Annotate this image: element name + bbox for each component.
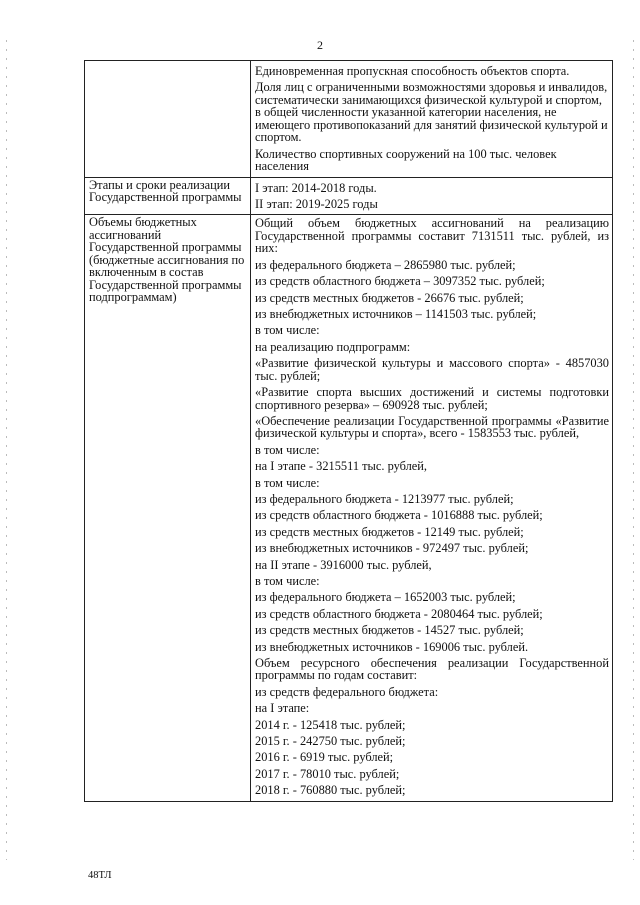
row3-item: на I этапе - 3215511 тыс. рублей, [255, 459, 428, 474]
row3-item: на реализацию подпрограмм: [255, 339, 411, 354]
row2-label-cell [85, 177, 251, 215]
row3-item: из федерального бюджета – 1652003 тыс. рублей; [255, 590, 516, 605]
row1-item: Единовременная пропускная способность объектов спорта. [255, 64, 570, 78]
row1-item: Доля лиц с ограниченными возможностями здоровья и инвалидов, систематически занимающихся физической культурой и спортом, в общей численности указанной категории населения, не имеющего противопоказаний для занятий физической культурой и спортом. [255, 80, 608, 145]
row3-item: «Развитие физической культуры и массового спорта» - 4857030 тыс. рублей; [255, 356, 609, 383]
row3-item: на I этапе: [255, 701, 310, 716]
row3-item: из средств местных бюджетов - 12149 тыс. рублей; [255, 524, 524, 539]
row3-item: 2014 г. - 125418 тыс. рублей; [255, 717, 406, 732]
row1-label-cell [85, 61, 251, 178]
program-passport-table [84, 60, 613, 802]
row1-item: Количество спортивных сооружений на 100 тыс. человек населения [255, 146, 557, 174]
scan-right-edge [633, 40, 634, 860]
scan-left-edge [6, 40, 7, 860]
row3-item: 2017 г. - 78010 тыс. рублей; [255, 766, 400, 781]
row3-item: из внебюджетных источников - 972497 тыс. рублей; [255, 541, 529, 556]
row3-item: из средств федерального бюджета: [255, 684, 439, 699]
row3-item: на II этапе - 3916000 тыс. рублей, [255, 557, 432, 572]
row3-item: в том числе: [255, 323, 320, 338]
row3-item: из федерального бюджета - 1213977 тыс. рублей; [255, 492, 514, 507]
table-row-stages [85, 177, 613, 215]
row3-item: в том числе: [255, 573, 320, 588]
row3-label: Объемы бюджетных ассигнований Государственной программы (бюджетные ассигнования по включенным в состав Государственной программы подпрограммам) [89, 215, 245, 305]
row3-item: из средств местных бюджетов - 14527 тыс. рублей; [255, 623, 524, 638]
row1-content-cell [251, 61, 613, 178]
row3-item: 2015 г. - 242750 тыс. рублей; [255, 734, 406, 748]
row2-content-cell [251, 177, 613, 215]
row2-label: Этапы и сроки реализации Государственной программы [89, 177, 242, 205]
row3-item: из средств местных бюджетов - 26676 тыс. рублей; [255, 290, 524, 305]
row3-item: из средств областного бюджета - 1016888 тыс. рублей; [255, 508, 543, 523]
row3-item: Общий объем бюджетных ассигнований на реализацию Государственной программы составит 7131511 тыс. рублей, из них: [255, 216, 609, 256]
row3-item: в том числе: [255, 475, 320, 490]
row1-label [85, 61, 250, 64]
row3-content-cell [251, 215, 613, 801]
row3-item: из средств областного бюджета – 3097352 тыс. рублей; [255, 274, 545, 289]
footer-code: 48ТЛ [88, 870, 112, 881]
row3-item: из федерального бюджета – 2865980 тыс. рублей; [255, 257, 516, 272]
page-number: 2 [317, 38, 323, 52]
row3-item: 2018 г. - 760880 тыс. рублей; [255, 783, 406, 798]
row3-item: Объем ресурсного обеспечения реализации Государственной программы по годам составит: [255, 655, 609, 683]
row2-item: II этап: 2019-2025 годы [255, 197, 378, 212]
row3-item: в том числе: [255, 442, 320, 457]
row3-item: 2016 г. - 6919 тыс. рублей; [255, 750, 394, 765]
table-row-budget [85, 215, 613, 801]
row3-item: из внебюджетных источников - 169006 тыс. рублей. [255, 639, 529, 654]
row2-item: I этап: 2014-2018 годы. [255, 180, 377, 195]
row3-label-cell [85, 215, 251, 801]
table-row-indicators [85, 61, 613, 178]
row3-item: из средств областного бюджета - 2080464 тыс. рублей; [255, 606, 543, 621]
row3-item: «Обеспечение реализации Государственной программы «Развитие физической культуры и спорта», всего - 1583553 тыс. рублей, [255, 413, 609, 441]
row3-item: из внебюджетных источников – 1141503 тыс. рублей; [255, 307, 537, 322]
row3-item: «Развитие спорта высших достижений и системы подготовки спортивного резерва» – 690928 тыс. рублей; [255, 385, 609, 412]
